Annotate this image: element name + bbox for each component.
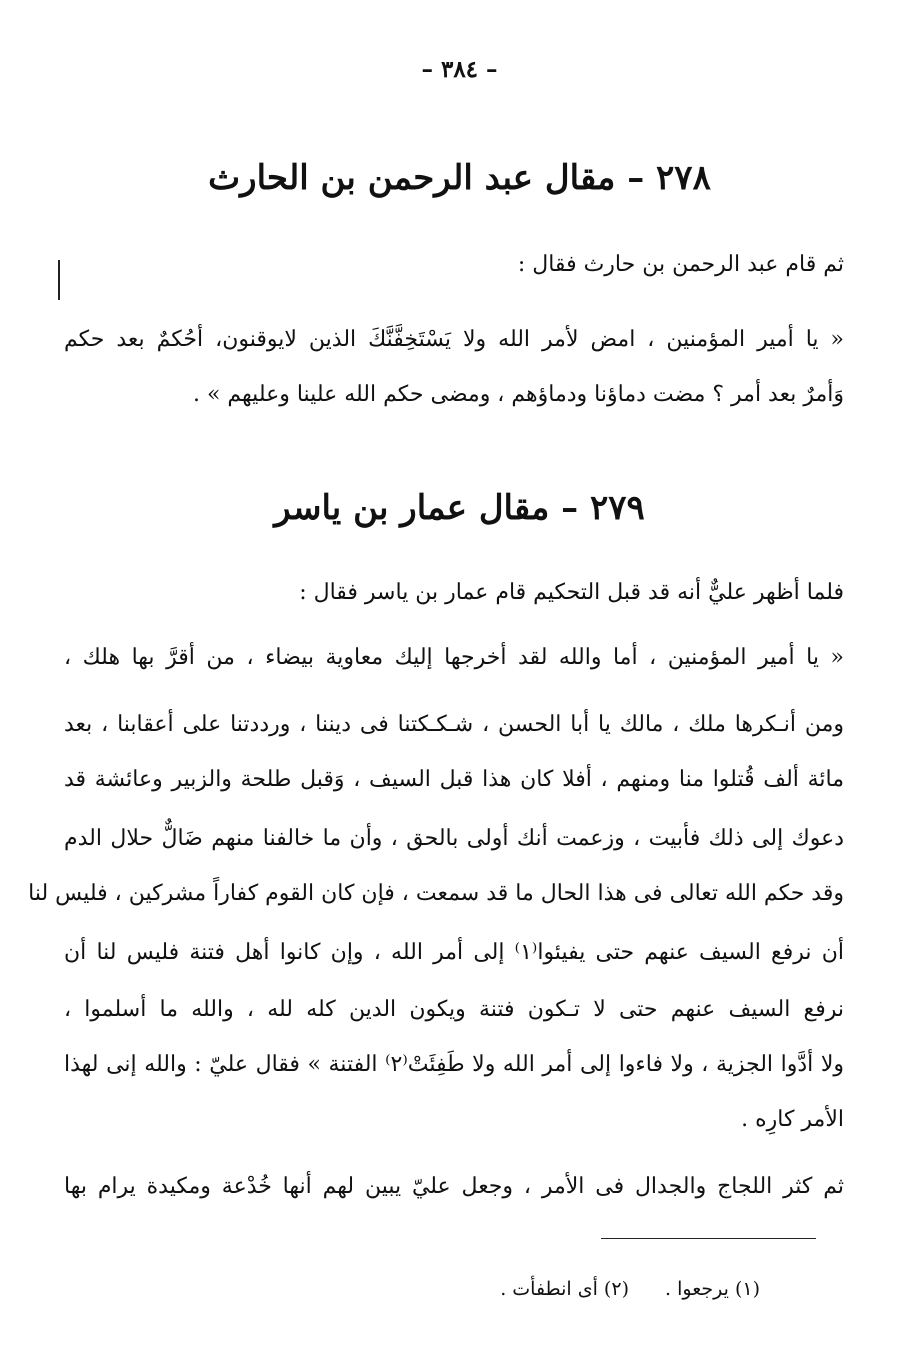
footnote-divider bbox=[601, 1238, 816, 1239]
section-279-line-9: ولا أدَّوا الجزية ، ولا فاءوا إلى أمر الله ولا طَفِئَتْ⁽٢⁾ الفتنة » فقال عليّ : والله إنى لهذا bbox=[64, 1052, 844, 1077]
section-279-line-6: وقد حكم الله تعالى فى هذا الحال ما قد سمعت ، فإن كان القوم كفاراً مشركين ، فليس لنا bbox=[28, 881, 844, 906]
section-279-line-7: أن نرفع السيف عنهم حتى يفيئوا⁽١⁾ إلى أمر الله ، وإن كانوا أهل فتنة فليس لنا أن bbox=[64, 940, 845, 965]
footnote-1: (١) يرجعوا . bbox=[665, 1278, 760, 1300]
margin-mark bbox=[58, 260, 60, 300]
section-278-line-2: « يا أمير المؤمنين ، امض لأمر الله ولا يَسْتَخِفَّنَّكَ الذين لايوقنون، أحُكمٌ بعد حكم bbox=[64, 327, 844, 352]
footnote-2: (٢) أى انطفأت . bbox=[500, 1278, 629, 1300]
section-278-line-1: ثم قام عبد الرحمن بن حارث فقال : bbox=[517, 252, 844, 277]
page-number: – ٣٨٤ – bbox=[421, 56, 498, 83]
section-279-heading: ٢٧٩ – مقال عمار بن ياسر bbox=[274, 488, 645, 528]
section-279-line-1: فلما أظهر عليٌّ أنه قد قبل التحكيم قام عمار بن ياسر فقال : bbox=[299, 580, 844, 605]
section-279-line-2: « يا أمير المؤمنين ، أما والله لقد أخرجها إليك معاوية بيضاء ، من أقرَّ بها هلك ، bbox=[64, 645, 844, 670]
section-279-line-5: دعوك إلى ذلك فأبيت ، وزعمت أنك أولى بالحق ، وأن ما خالفنا منهم ضَالٌّ حلال الدم bbox=[64, 826, 844, 851]
section-279-line-8: نرفع السيف عنهم حتى لا تـكون فتنة ويكون الدين كله لله ، والله ما أسلموا ، bbox=[64, 997, 844, 1022]
section-279-line-10: الأمر كارِه . bbox=[741, 1107, 844, 1132]
section-279-line-11: ثم كثر اللجاج والجدال فى الأمر ، وجعل عليّ يبين لهم أنها خُدْعة ومكيدة يرام بها bbox=[64, 1174, 844, 1199]
footnotes bbox=[400, 1278, 760, 1300]
section-279-line-4: مائة ألف قُتلوا منا ومنهم ، أفلا كان هذا قبل السيف ، وَقبل طلحة والزبير وعائشة قد bbox=[64, 767, 844, 792]
section-278-line-3: وَأمرٌ بعد أمر ؟ مضت دماؤنا ودماؤهم ، ومضى حكم الله علينا وعليهم » . bbox=[192, 382, 844, 407]
section-278-heading: ٢٧٨ – مقال عبد الرحمن بن الحارث bbox=[208, 158, 711, 198]
section-279-line-3: ومن أنـكرها ملك ، مالك يا أبا الحسن ، شـكـكتنا فى ديننا ، ورددتنا على أعقابنا ، بعد bbox=[64, 712, 844, 737]
